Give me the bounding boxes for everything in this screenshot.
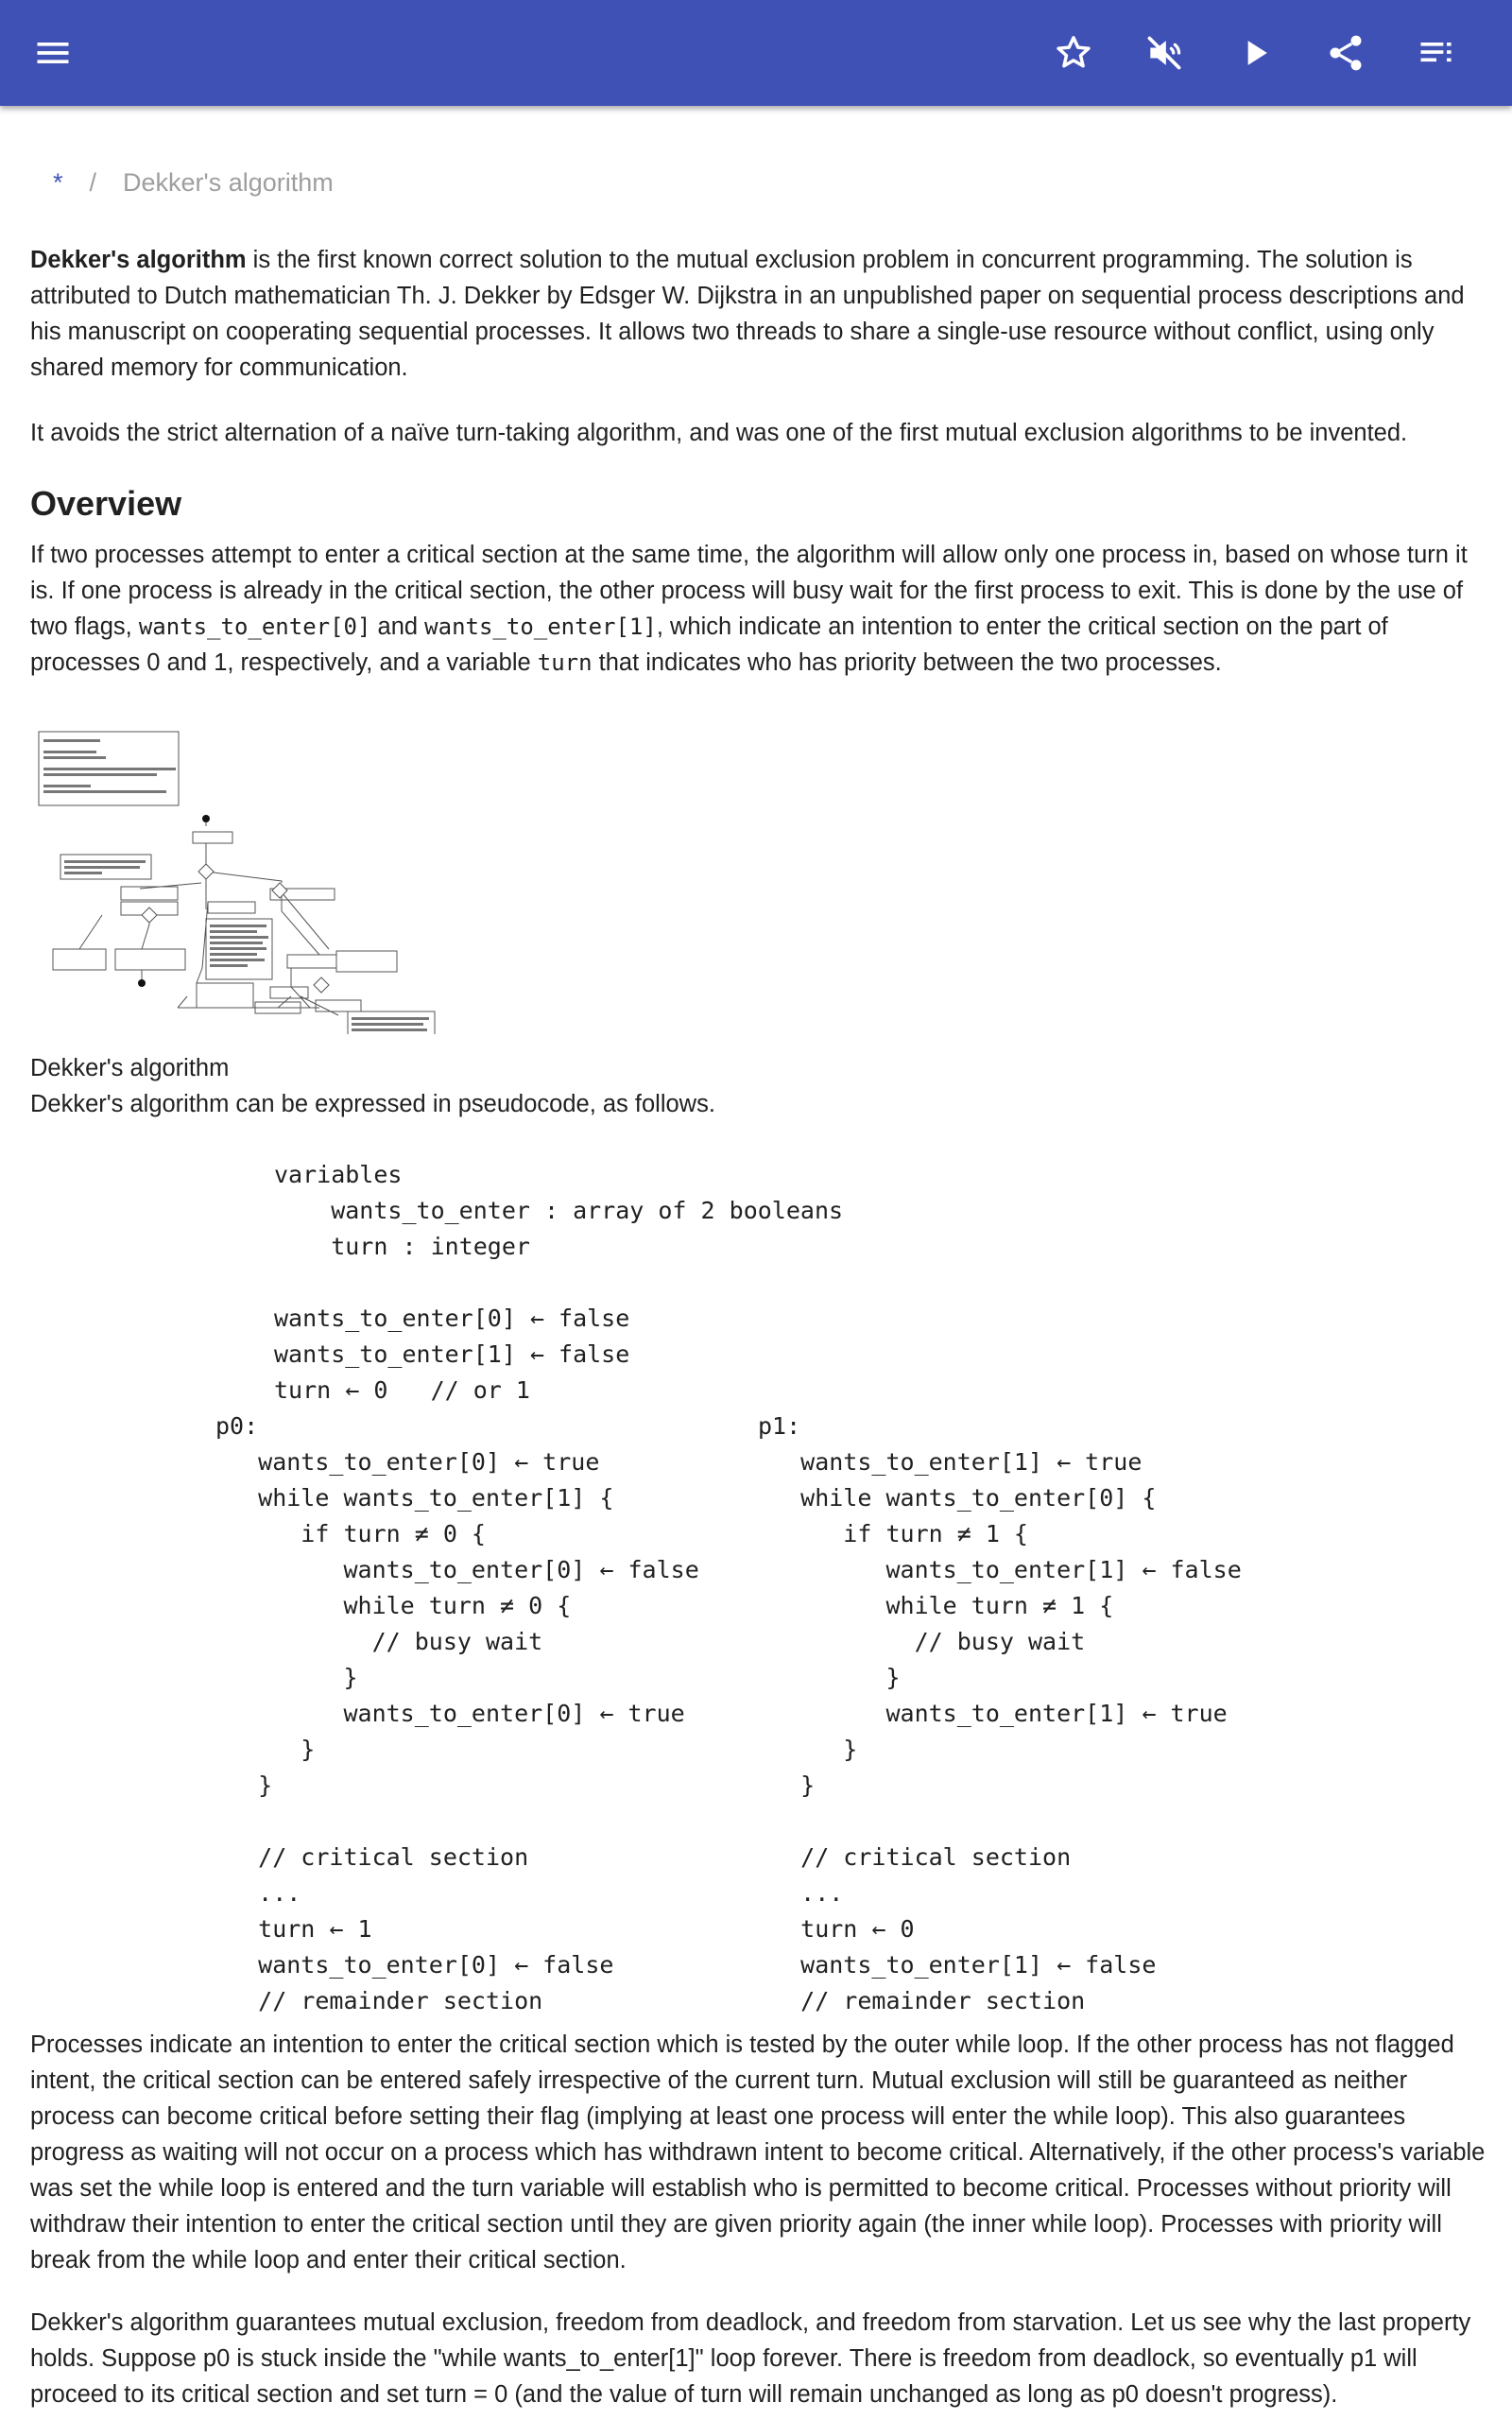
code-flag-1: wants_to_enter[1]: [424, 614, 657, 640]
explanation-paragraph-2: Dekker's algorithm guarantees mutual exclusion, freedom from deadlock, and freedom from starvation. Let us see why the last property holds. Suppose p0 is stuck inside the "while wants_to_enter[1]" loop forever. There is freedom from deadlock, so eventually p1 will proceed to its critical section and set turn = 0 (and the value of turn will remain unchanged as long as p0 doesn't progress).: [30, 2309, 1471, 2408]
pseudocode-p0: p0: wants_to_enter[0] ← true while wants_to_enter[1] { if turn ≠ 0 { wants_to_enter[0] ← false while turn ≠ 0 { // busy wait } wants_to_enter[0] ← true } } // critical section ... turn ← 1 wants_to_enter[0] ← false // remainder section: [215, 1412, 699, 2014]
flowchart-image[interactable]: [36, 713, 471, 1034]
app-bar: [0, 0, 1512, 106]
intro-text: is the first known correct solution to the mutual exclusion problem in concurrent programming. The solution is attributed to Dutch mathematician Th. J. Dekker by Edsger W. Dijkstra in an unpublished paper on sequential process descriptions and his manuscript on cooperating sequential processes. It allows two threads to share a single-use resource without conflict, using only shared memory for communication.: [30, 247, 1465, 381]
play-icon[interactable]: [1225, 23, 1285, 83]
overview-text-2: and: [370, 614, 425, 640]
figure-caption: Dekker's algorithm: [30, 1055, 230, 1081]
overview-text-1: If two processes attempt to enter a critical section at the same time, the algorithm will allow only one process in, based on whose turn it is. If one process is already in the critical section, the other process will busy wait for the first process to exit. This is done by the use of two flags,: [30, 542, 1468, 640]
star-outline-icon[interactable]: [1043, 23, 1104, 83]
menu-icon[interactable]: [23, 23, 83, 83]
intro-paragraph: [30, 242, 1486, 386]
playlist-icon[interactable]: [1406, 23, 1467, 83]
share-icon[interactable]: [1315, 23, 1376, 83]
intro-bold-term: Dekker's algorithm: [30, 247, 247, 273]
breadcrumb-separator: /: [89, 168, 97, 197]
explanation-paragraph-1: Processes indicate an intention to enter the critical section which is tested by the outer while loop. If the other process has not flagged intent, the critical section can be entered safely irrespective of the current turn. Mutual exclusion will still be guaranteed as neither process can become critical before setting their flag (implying at least one process will enter the while loop). This also guarantees progress as waiting will not occur on a process which has withdrawn intent to become critical. Alternatively, if the other process's variable was set the while loop is entered and the turn variable will establish who is permitted to become critical. Processes without priority will withdraw their intention to enter the critical section until they are given priority again (the inner while loop). Processes with priority will break from the while loop and enter their critical section.: [30, 2031, 1486, 2273]
pseudocode-variables: variables wants_to_enter : array of 2 booleans turn : integer wants_to_enter[0] ← false wants_to_enter[1] ← false turn ← 0 // or 1: [274, 1161, 844, 1404]
pseudocode-intro: Dekker's algorithm can be expressed in pseudocode, as follows.: [30, 1091, 715, 1117]
code-turn: turn: [537, 649, 593, 676]
overview-text-4: that indicates who has priority between the two processes.: [592, 649, 1222, 676]
breadcrumb-current: Dekker's algorithm: [123, 168, 334, 197]
code-flag-0: wants_to_enter[0]: [138, 614, 371, 640]
breadcrumb: [53, 168, 334, 198]
overview-heading: Overview: [30, 484, 182, 523]
overview-text-3: , which indicate an intention to enter the critical section on the part of processes 0 and 1, respectively, and a variable: [30, 614, 1388, 676]
intro-paragraph-2: It avoids the strict alternation of a naïve turn-taking algorithm, and was one of the first mutual exclusion algorithms to be invented.: [30, 420, 1408, 446]
breadcrumb-root-link[interactable]: *: [53, 168, 63, 197]
pseudocode-p1: p1: wants_to_enter[1] ← true while wants_to_enter[0] { if turn ≠ 1 { wants_to_enter[1] ← false while turn ≠ 1 { // busy wait } wants_to_enter[1] ← true } } // critical section ... turn ← 0 wants_to_enter[1] ← false // remainder section: [758, 1412, 1242, 2014]
overview-paragraph: [30, 537, 1486, 681]
volume-off-icon[interactable]: [1134, 23, 1194, 83]
